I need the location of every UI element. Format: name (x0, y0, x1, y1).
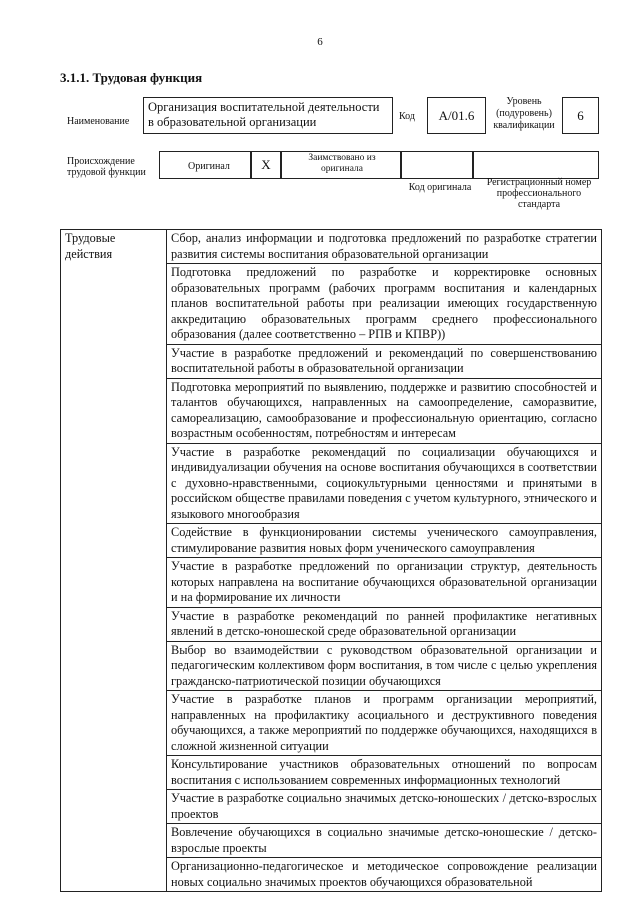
level-label: Уровень (подуровень) квалификации (493, 96, 555, 131)
original-mark: X (261, 157, 271, 172)
borrowed-label: Заимствовано из оригинала (308, 153, 376, 174)
name-label: Наименование (67, 116, 130, 127)
action-item: Вовлечение обучающихся в социально значимые детско-юношеские / детско-взрослые проекты (167, 824, 602, 858)
code-original-cell (401, 151, 473, 179)
reg-number-caption: Регистрационный номер профессионального стандарта (486, 177, 592, 210)
action-item: Участие в разработке планов и программ организации мероприятий, направленных на профилактику асоциального и деструктивного поведения обучающихся, а также мероприятий по поддержке обучающихся, находящихся в сложной жизненной ситуации (167, 691, 602, 756)
reg-number-cell (473, 151, 599, 179)
action-item: Консультирование участников образовательных отношений по вопросам воспитания с использованием современных информационных технологий (167, 756, 602, 790)
action-row (61, 230, 602, 264)
action-item: Участие в разработке социально значимых детско-юношеских / детско-взрослых проектов (167, 790, 602, 824)
action-item: Участие в разработке предложений по организации структур, деятельность которых направлена на воспитание обучающихся образовательной организации и на формирование их личности (167, 558, 602, 608)
code-value: А/01.6 (427, 97, 486, 134)
action-item: Организационно-педагогическое и методическое сопровождение реализации новых социально значимых проектов обучающихся образовательной (167, 858, 602, 892)
code-label: Код (399, 111, 415, 122)
action-item: Выбор во взаимодействии с руководством образовательной организации и педагогическим коллективом форм воспитания, в том числе с целью укрепления гражданско-патриотической позиции обучающихся (167, 641, 602, 691)
action-item: Участие в разработке рекомендаций по социализации обучающихся и индивидуализации обучения на основе воспитания обучающихся в соответствии с духовно-нравственными, социокультурными ценностями и принятыми в российском обществе правилами поведения с учетом культурного, этнического и языкового многообразия (167, 443, 602, 524)
action-item: Подготовка мероприятий по выявлению, поддержке и развитию способностей и талантов обучающихся, направленных на самоопределение, саморазвитие, самореализацию, самообразование и профессиональную ориентацию, согласно возрастным особенностям, потребностям и интересам (167, 378, 602, 443)
origin-label: Происхождение трудовой функции (67, 156, 146, 178)
action-item: Участие в разработке рекомендаций по ранней профилактике негативных явлений в детско-юношеской среде образовательной организации (167, 607, 602, 641)
origin-row (159, 151, 599, 179)
action-item: Сбор, анализ информации и подготовка предложений по разработке стратегии развития системы воспитания образовательной организации (167, 230, 602, 264)
section-title: 3.1.1. Трудовая функция (60, 70, 203, 85)
borrowed-cell (281, 151, 401, 179)
labor-actions-table (60, 229, 602, 892)
code-original-caption: Код оригинала (408, 182, 472, 193)
action-item: Содействие в функционировании системы ученического самоуправления, стимулирование развития новых форм ученического самоуправления (167, 524, 602, 558)
original-mark-cell (251, 151, 281, 179)
action-item: Участие в разработке предложений и рекомендаций по совершенствованию воспитательной работы в образовательной организации (167, 344, 602, 378)
action-item: Подготовка предложений по разработке и корректировке основных образовательных программ (рабочих программ воспитания и календарных планов воспитательной работы при реализации имеющих государственную аккредитацию образовательных программ среднего профессионального образования (далее соответственно – РПВ и КПВР)) (167, 264, 602, 345)
function-name-field: Организация воспитательной деятельности в образовательной организации (143, 97, 393, 134)
original-label: Оригинал (188, 161, 230, 172)
level-value: 6 (562, 97, 599, 134)
original-cell (159, 151, 251, 179)
page-number: 6 (317, 36, 323, 48)
actions-label: Трудовые действия (61, 230, 167, 892)
